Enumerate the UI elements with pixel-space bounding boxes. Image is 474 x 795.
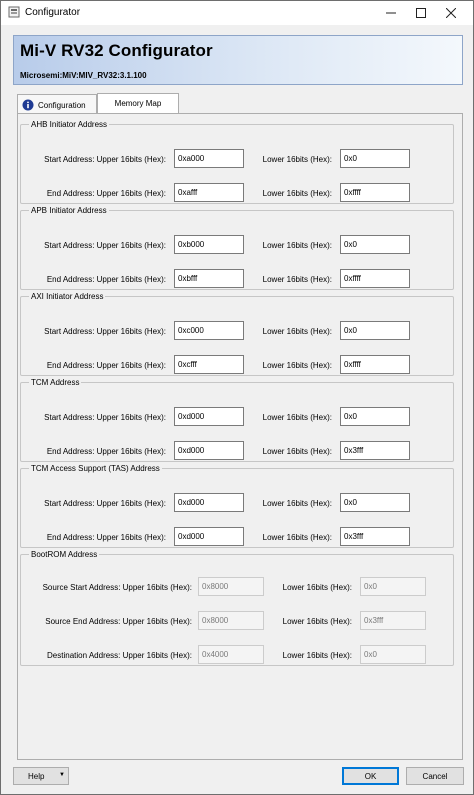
tcm-end-upper-input[interactable]: 0xd000 <box>174 441 244 460</box>
title-bar <box>1 1 473 25</box>
axi-start-lower-label: Lower 16bits (Hex): <box>262 327 332 336</box>
configurator-app-icon <box>8 6 20 18</box>
ahb-start-upper-label: Start Address: Upper 16bits (Hex): <box>44 155 166 164</box>
ok-button[interactable] <box>342 767 399 785</box>
core-version-label: Microsemi:MiV:MIV_RV32:3.1.100 <box>20 71 147 80</box>
ahb-end-upper-label: End Address: Upper 16bits (Hex): <box>46 189 166 198</box>
bootrom-src-start-lower-input: 0x0 <box>360 577 426 596</box>
axi-end-lower-label: Lower 16bits (Hex): <box>262 361 332 370</box>
bootrom-src-end-lower-input: 0x3fff <box>360 611 426 630</box>
tcm-start-lower-label: Lower 16bits (Hex): <box>262 413 332 422</box>
tas-group-title: TCM Access Support (TAS) Address <box>31 464 160 473</box>
bootrom-src-start-upper-label: Source Start Address: Upper 16bits (Hex): <box>42 583 192 592</box>
ahb-end-lower-label: Lower 16bits (Hex): <box>262 189 332 198</box>
apb-start-upper-input[interactable]: 0xb000 <box>174 235 244 254</box>
bootrom-dest-lower-input: 0x0 <box>360 645 426 664</box>
ahb-end-lower-input[interactable]: 0xffff <box>340 183 410 202</box>
info-icon <box>22 99 34 111</box>
bootrom-group-title: BootROM Address <box>31 550 98 559</box>
dialog-button-bar <box>1 763 473 795</box>
tab-memory-map-label: Memory Map <box>114 99 162 108</box>
help-button-label: Help <box>28 771 45 781</box>
ahb-start-lower-input[interactable]: 0x0 <box>340 149 410 168</box>
tas-start-lower-label: Lower 16bits (Hex): <box>262 499 332 508</box>
apb-start-lower-label: Lower 16bits (Hex): <box>262 241 332 250</box>
axi-group-title: AXI Initiator Address <box>31 292 104 301</box>
tab-memory-map[interactable] <box>97 93 179 113</box>
apb-end-upper-input[interactable]: 0xbfff <box>174 269 244 288</box>
bootrom-dest-upper-label: Destination Address: Upper 16bits (Hex): <box>47 651 192 660</box>
minimize-icon <box>386 8 396 18</box>
close-icon <box>446 8 456 18</box>
tcm-end-lower-label: Lower 16bits (Hex): <box>262 447 332 456</box>
ahb-end-upper-input[interactable]: 0xafff <box>174 183 244 202</box>
tas-start-lower-input[interactable]: 0x0 <box>340 493 410 512</box>
axi-initiator-group <box>20 292 454 376</box>
tas-start-upper-input[interactable]: 0xd000 <box>174 493 244 512</box>
axi-start-upper-input[interactable]: 0xc000 <box>174 321 244 340</box>
apb-initiator-group <box>20 206 454 290</box>
bootrom-src-end-upper-input: 0x8000 <box>198 611 264 630</box>
tcm-address-group <box>20 378 454 462</box>
bootrom-address-group <box>20 550 454 666</box>
apb-end-upper-label: End Address: Upper 16bits (Hex): <box>46 275 166 284</box>
tas-end-lower-label: Lower 16bits (Hex): <box>262 533 332 542</box>
cancel-button[interactable] <box>406 767 464 785</box>
window-title: Configurator <box>25 7 81 18</box>
apb-end-lower-input[interactable]: 0xffff <box>340 269 410 288</box>
apb-end-lower-label: Lower 16bits (Hex): <box>262 275 332 284</box>
tcm-group-title: TCM Address <box>31 378 80 387</box>
tab-configuration[interactable] <box>17 94 97 115</box>
configurator-title: Mi-V RV32 Configurator <box>20 41 213 60</box>
bootrom-src-start-lower-label: Lower 16bits (Hex): <box>282 583 352 592</box>
ok-button-label: OK <box>364 771 377 781</box>
axi-end-lower-input[interactable]: 0xffff <box>340 355 410 374</box>
ahb-initiator-group <box>20 120 454 204</box>
tas-address-group <box>20 464 454 548</box>
tcm-start-upper-label: Start Address: Upper 16bits (Hex): <box>44 413 166 422</box>
tab-configuration-label: Configuration <box>38 100 86 110</box>
help-button[interactable] <box>13 767 69 785</box>
bootrom-src-end-lower-label: Lower 16bits (Hex): <box>282 617 352 626</box>
cancel-button-label: Cancel <box>422 771 448 781</box>
apb-group-title: APB Initiator Address <box>31 206 107 215</box>
tcm-end-upper-label: End Address: Upper 16bits (Hex): <box>46 447 166 456</box>
bootrom-src-end-upper-label: Source End Address: Upper 16bits (Hex): <box>45 617 192 626</box>
chevron-down-icon[interactable]: ▼ <box>59 772 65 778</box>
ahb-group-title: AHB Initiator Address <box>31 120 108 129</box>
ahb-start-upper-input[interactable]: 0xa000 <box>174 149 244 168</box>
axi-end-upper-label: End Address: Upper 16bits (Hex): <box>46 361 166 370</box>
maximize-icon <box>416 8 426 18</box>
tcm-start-lower-input[interactable]: 0x0 <box>340 407 410 426</box>
tas-start-upper-label: Start Address: Upper 16bits (Hex): <box>44 499 166 508</box>
bootrom-src-start-upper-input: 0x8000 <box>198 577 264 596</box>
tcm-start-upper-input[interactable]: 0xd000 <box>174 407 244 426</box>
tcm-end-lower-input[interactable]: 0x3fff <box>340 441 410 460</box>
ahb-start-lower-label: Lower 16bits (Hex): <box>262 155 332 164</box>
bootrom-dest-upper-input: 0x4000 <box>198 645 264 664</box>
configurator-header <box>13 35 463 85</box>
apb-start-lower-input[interactable]: 0x0 <box>340 235 410 254</box>
close-button[interactable] <box>431 1 471 25</box>
tas-end-upper-label: End Address: Upper 16bits (Hex): <box>46 533 166 542</box>
axi-start-lower-input[interactable]: 0x0 <box>340 321 410 340</box>
axi-start-upper-label: Start Address: Upper 16bits (Hex): <box>44 327 166 336</box>
tas-end-upper-input[interactable]: 0xd000 <box>174 527 244 546</box>
tas-end-lower-input[interactable]: 0x3fff <box>340 527 410 546</box>
apb-start-upper-label: Start Address: Upper 16bits (Hex): <box>44 241 166 250</box>
axi-end-upper-input[interactable]: 0xcfff <box>174 355 244 374</box>
bootrom-dest-lower-label: Lower 16bits (Hex): <box>282 651 352 660</box>
